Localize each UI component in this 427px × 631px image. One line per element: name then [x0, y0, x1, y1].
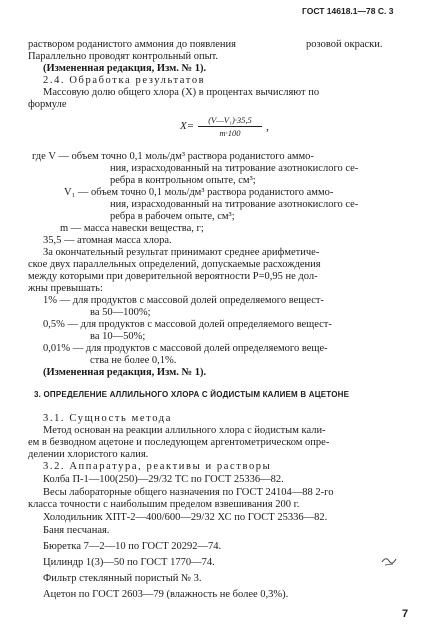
formula-denominator: m·100	[219, 128, 241, 138]
revision-note: (Измененная редакция, Изм. № 1).	[43, 367, 207, 378]
formula-lhs: X=	[180, 120, 195, 132]
text-line: За окончательный результат принимают среднее арифметиче-	[43, 247, 320, 258]
text-line: Баня песчаная.	[43, 525, 110, 536]
text-line: раствором роданистого аммония до появления	[28, 39, 236, 50]
subsection-heading: 3.2. Аппаратура, реактивы и растворы	[43, 461, 272, 472]
text-line: 0,5% — для продуктов с массовой долей определяемого вещест-	[43, 319, 332, 330]
text-line: Ацетон по ГОСТ 2603—79 (влажность не более 0,3%).	[43, 589, 289, 600]
text-line: ва 10—50%;	[90, 331, 146, 342]
formula-tail: ,	[266, 119, 269, 133]
margin-mark	[380, 552, 400, 568]
section-heading: 3. ОПРЕДЕЛЕНИЕ АЛЛИЛЬНОГО ХЛОРА С ЙОДИСТЫМ КАЛИЕМ В АЦЕТОНЕ	[34, 390, 350, 399]
text-line: Бюретка 7—2—10 по ГОСТ 20292—74.	[43, 541, 222, 552]
text-line: ребра в рабочем опыте, см³;	[110, 211, 235, 222]
text-line: между которыми при доверительной вероятности P=0,95 не дол-	[28, 271, 318, 282]
text-line: ва 50—100%;	[90, 307, 151, 318]
text-line: делении хлористого калия.	[28, 449, 149, 460]
text-line: Параллельно проводят контрольный опыт.	[28, 51, 219, 62]
text-line: Массовую долю общего хлора (X) в процентах вычисляют по	[43, 87, 320, 98]
text-line: класса точности с наибольшим пределом взвешивания 200 г.	[28, 499, 300, 510]
text-line: ребра в контрольном опыте, см³;	[110, 175, 256, 186]
text-line: ское двух параллельных определений, допускаемые расхождения	[28, 259, 321, 270]
text-line: ния, израсходованный на титрование азотнокислого се-	[110, 163, 359, 174]
definition-line: где V — объем точно 0,1 моль/дм³ раствора роданистого аммо-	[32, 151, 314, 162]
text-line: Цилиндр 1(3)—50 по ГОСТ 1770—74.	[43, 557, 215, 568]
text-line: ем в безводном ацетоне и последующем аргентометрическом опре-	[28, 437, 330, 448]
text-line: ства не более 0,1%.	[90, 355, 177, 366]
page-number: 7	[402, 608, 409, 620]
text-line: розовой окраски.	[306, 39, 383, 50]
definition-line: V₁ — объем точно 0,1 моль/дм³ раствора роданистого аммо-	[64, 187, 334, 198]
text-line: формуле	[28, 99, 67, 110]
definition-line: m — масса навески вещества, г;	[60, 223, 204, 234]
text-line: Весы лабораторные общего назначения по ГОСТ 24104—88 2-го	[43, 487, 334, 498]
text-line: ния, израсходованный на титрование азотнокислого се-	[110, 199, 359, 210]
formula-numerator: (V—V₁)·35,5	[198, 115, 262, 127]
definition-line: 35,5 — атомная масса хлора.	[43, 235, 172, 246]
text-line: Холодильник ХПТ-2—400/600—29/32 ХС по ГОСТ 25336—82.	[43, 512, 328, 523]
text-line: 1% — для продуктов с массовой долей определяемого вещест-	[43, 295, 325, 306]
document-code: ГОСТ 14618.1—78 С. 3	[302, 6, 394, 16]
text-line: 0,01% — для продуктов с массовой долей определяемого веще-	[43, 343, 328, 354]
text-line: Колба П-1—100(250)—29/32 ТС по ГОСТ 25336—82.	[43, 474, 284, 485]
formula-fraction	[198, 115, 262, 138]
text-line: Метод основан на реакции аллильного хлора с йодистым кали-	[43, 425, 326, 436]
subsection-heading: 3.1. Сущность метода	[43, 413, 172, 424]
text-line: жны превышать:	[28, 283, 103, 294]
revision-note: (Измененная редакция, Изм. № 1).	[43, 63, 207, 74]
text-line: Фильтр стеклянный пористый № 3.	[43, 573, 202, 584]
subsection-heading: 2.4. Обработка результатов	[43, 75, 206, 86]
